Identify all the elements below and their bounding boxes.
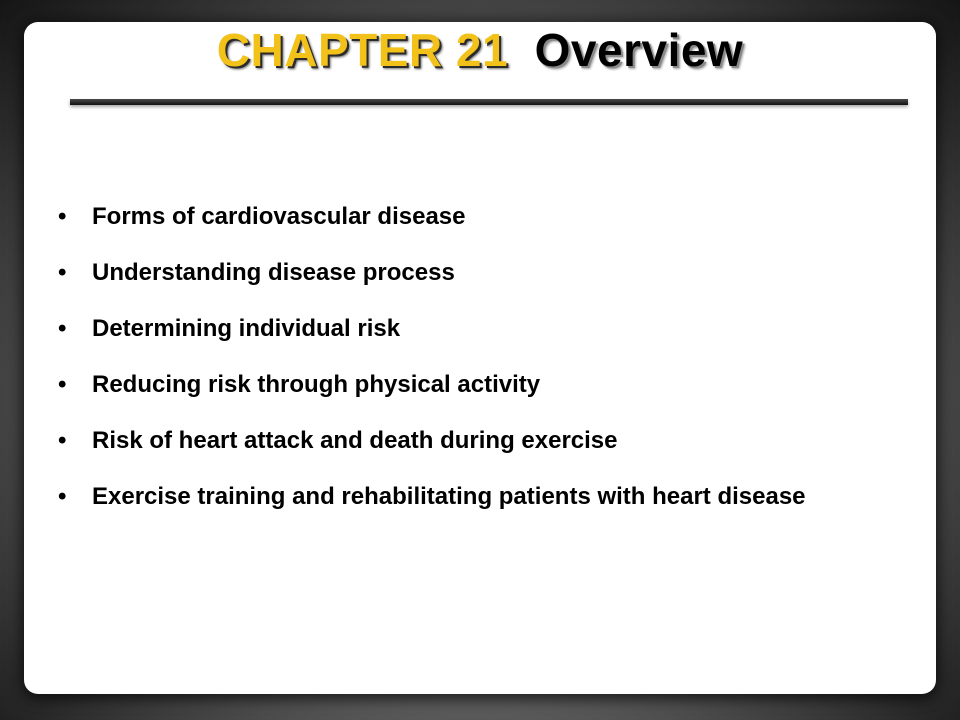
bullet-item — [58, 312, 858, 345]
bullet-point-icon: • — [58, 483, 67, 510]
bullet-item — [58, 256, 858, 289]
bullet-text: Forms of cardiovascular disease — [92, 203, 466, 230]
bullet-point-icon: • — [58, 203, 67, 230]
bullet-item — [58, 424, 858, 457]
title-chapter: CHAPTER 21 — [216, 24, 509, 76]
title-overview: Overview — [534, 24, 744, 76]
bullet-text: Determining individual risk — [92, 315, 401, 342]
slide-title — [0, 22, 960, 78]
bullet-text: Risk of heart attack and death during exercise — [92, 427, 618, 454]
title-underline — [70, 99, 908, 105]
bullet-point-icon: • — [58, 371, 67, 398]
bullet-text: Reducing risk through physical activity — [92, 371, 541, 398]
bullet-list — [58, 200, 858, 536]
bullet-item — [58, 200, 858, 233]
bullet-text: Understanding disease process — [92, 259, 455, 286]
bullet-point-icon: • — [58, 259, 67, 286]
bullet-point-icon: • — [58, 315, 67, 342]
bullet-item — [58, 368, 858, 401]
bullet-text: Exercise training and rehabilitating patients with heart disease — [92, 483, 806, 510]
bullet-point-icon: • — [58, 427, 67, 454]
bullet-item — [58, 480, 858, 513]
